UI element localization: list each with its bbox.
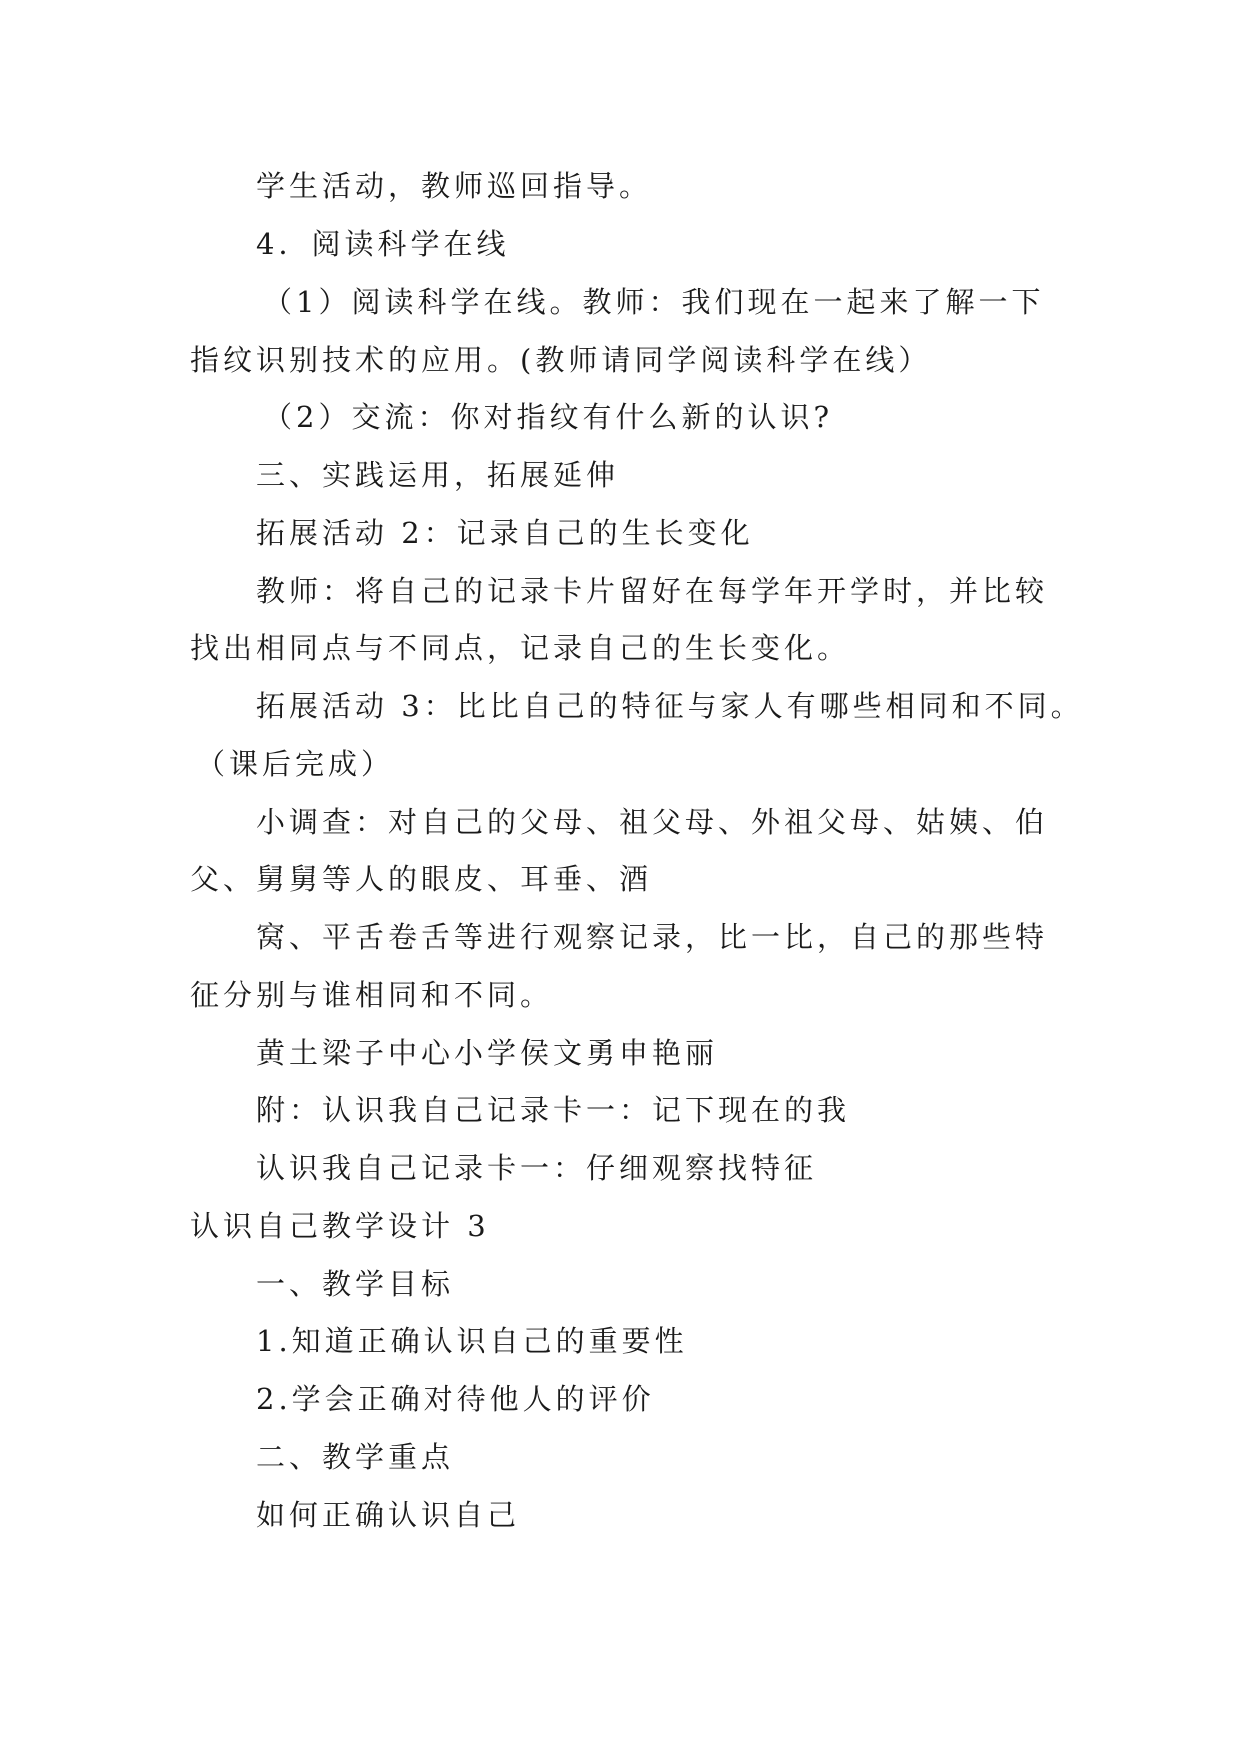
paragraph-line: 找出相同点与不同点，记录自己的生长变化。 bbox=[190, 631, 851, 665]
paragraph-line: 征分别与谁相同和不同。 bbox=[190, 978, 554, 1012]
paragraph-line: 拓展活动 3：比比自己的特征与家人有哪些相同和不同。 bbox=[256, 689, 1084, 723]
paragraph-line: （课后完成） bbox=[196, 747, 395, 781]
paragraph-line: 学生活动，教师巡回指导。 bbox=[256, 169, 653, 203]
section-heading: 4．阅读科学在线 bbox=[256, 227, 510, 261]
paragraph-line: 窝、平舌卷舌等进行观察记录，比一比，自己的那些特 bbox=[256, 920, 1049, 954]
document-title: 认识自己教学设计 3 bbox=[190, 1209, 490, 1243]
section-heading: 一、教学目标 bbox=[256, 1267, 455, 1301]
section-heading: 三、实践运用，拓展延伸 bbox=[256, 458, 620, 492]
paragraph-line: 教师：将自己的记录卡片留好在每学年开学时，并比较 bbox=[256, 574, 1049, 608]
list-item: 1.知道正确认识自己的重要性 bbox=[256, 1324, 688, 1358]
paragraph-line: （2）交流：你对指纹有什么新的认识? bbox=[263, 400, 833, 434]
author-line: 黄土梁子中心小学侯文勇申艳丽 bbox=[256, 1036, 719, 1070]
paragraph-line: 小调查：对自己的父母、祖父母、外祖父母、姑姨、伯 bbox=[256, 805, 1049, 839]
paragraph-line: 拓展活动 2：记录自己的生长变化 bbox=[256, 516, 754, 550]
paragraph-line: 指纹识别技术的应用。(教师请同学阅读科学在线） bbox=[190, 343, 932, 377]
list-item: 2.学会正确对待他人的评价 bbox=[256, 1382, 655, 1416]
section-heading: 二、教学重点 bbox=[256, 1440, 455, 1474]
paragraph-line: 如何正确认识自己 bbox=[256, 1498, 521, 1532]
paragraph-line: （1）阅读科学在线。教师：我们现在一起来了解一下 bbox=[263, 285, 1045, 319]
paragraph-line: 父、舅舅等人的眼皮、耳垂、酒 bbox=[190, 862, 653, 896]
paragraph-line: 附：认识我自己记录卡一：记下现在的我 bbox=[256, 1093, 851, 1127]
paragraph-line: 认识我自己记录卡一：仔细观察找特征 bbox=[256, 1151, 818, 1185]
